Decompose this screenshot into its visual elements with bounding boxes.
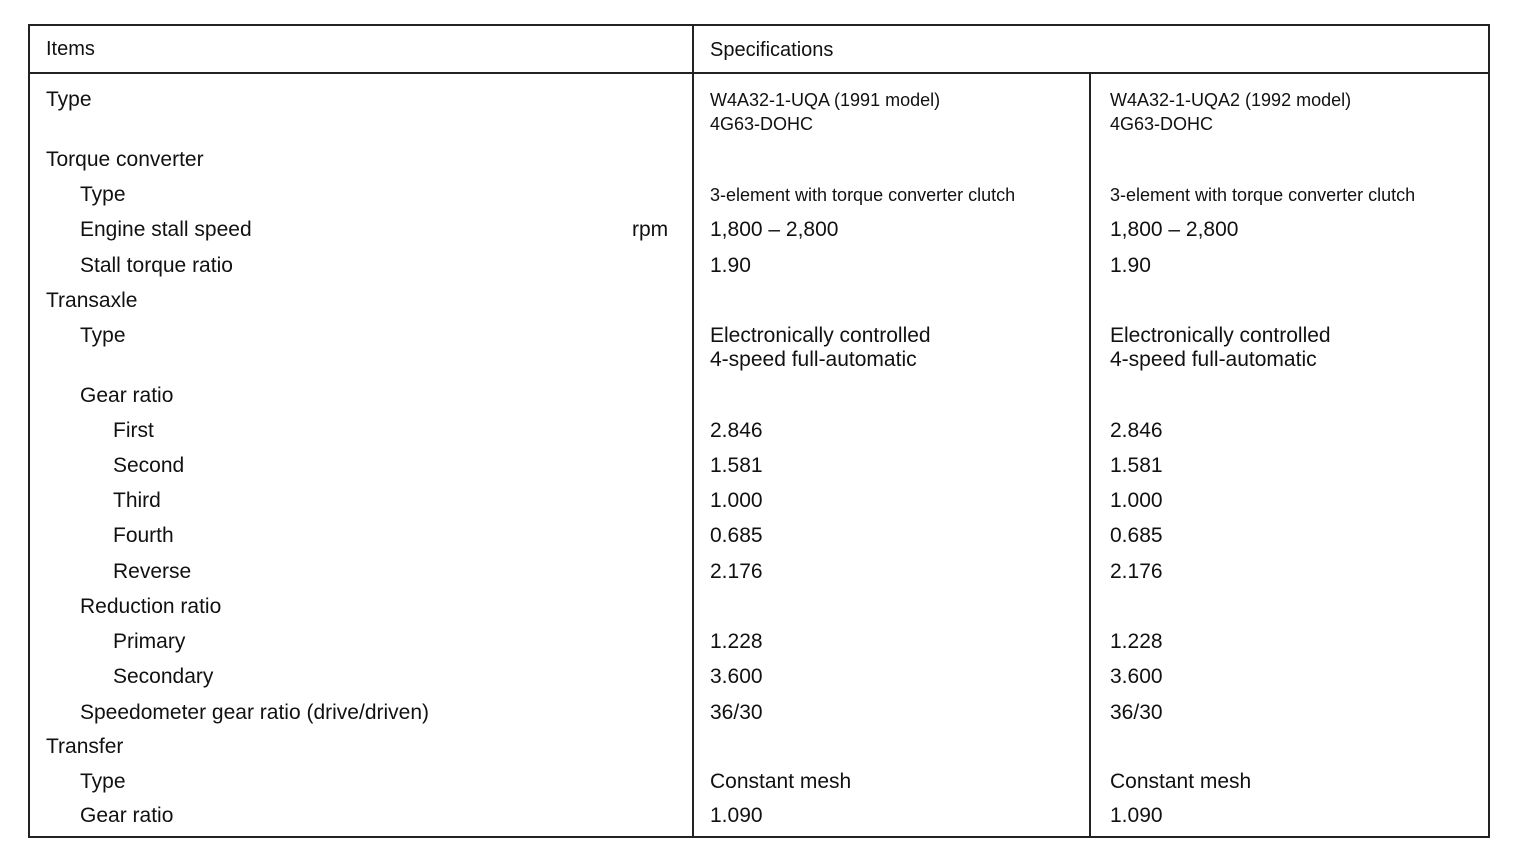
row-label: Type [80, 183, 126, 206]
spec-value-1992: 36/30 [1110, 701, 1163, 724]
row-label: Second [113, 454, 185, 477]
spec-value-1992: Electronically controlled 4-speed full-automatic [1110, 324, 1331, 371]
spec-value-1992: 1.581 [1110, 454, 1163, 477]
spec-value-1991: 36/30 [710, 701, 763, 724]
spec-value-1991: 1.000 [710, 489, 763, 512]
spec-value-1991: Electronically controlled 4-speed full-automatic [710, 324, 931, 371]
spec-value-1992: 1.000 [1110, 489, 1163, 512]
spec-value-1992: 1.228 [1110, 630, 1163, 653]
row-label: Type [80, 324, 126, 347]
row-label: Type [46, 88, 92, 111]
spec-value-1991: Constant mesh [710, 770, 852, 793]
row-label: Gear ratio [80, 804, 174, 827]
row-label: Secondary [113, 665, 214, 688]
spec-value-1991: 0.685 [710, 524, 763, 547]
spec-value-1992: 2.846 [1110, 419, 1163, 442]
spec-value-1991: 1.228 [710, 630, 763, 653]
header-specifications: Specifications [710, 39, 834, 61]
spec-value-1992: 2.176 [1110, 560, 1163, 583]
row-label: Engine stall speed [80, 218, 252, 241]
spec-value-1991: 1.090 [710, 804, 763, 827]
specifications-table [28, 24, 1490, 838]
spec-value-1992: 3-element with torque converter clutch [1110, 185, 1416, 205]
row-label: Third [113, 489, 161, 512]
spec-value-1992: Constant mesh [1110, 770, 1252, 793]
row-label: Torque converter [46, 148, 204, 171]
row-label: Speedometer gear ratio (drive/driven) [80, 701, 430, 724]
row-label: Transaxle [46, 289, 138, 312]
row-unit: rpm [632, 218, 669, 241]
column-divider-models [1089, 74, 1091, 836]
row-label: First [113, 419, 154, 442]
spec-value-1991: 1.581 [710, 454, 763, 477]
row-label: Primary [113, 630, 186, 653]
spec-value-1991: 2.176 [710, 560, 763, 583]
spec-value-1992: 1.090 [1110, 804, 1163, 827]
column-divider-items-specs [692, 26, 694, 836]
spec-value-1991: 1.90 [710, 254, 751, 277]
header-items: Items [46, 38, 95, 60]
row-label: Reverse [113, 560, 192, 583]
spec-value-1992: W4A32-1-UQA2 (1992 model) 4G63-DOHC [1110, 90, 1352, 134]
spec-value-1991: 3-element with torque converter clutch [710, 185, 1016, 205]
spec-value-1992: 1,800 – 2,800 [1110, 218, 1239, 241]
spec-value-1992: 0.685 [1110, 524, 1163, 547]
row-label: Transfer [46, 735, 124, 758]
row-label: Fourth [113, 524, 174, 547]
spec-value-1992: 3.600 [1110, 665, 1163, 688]
row-label: Gear ratio [80, 384, 174, 407]
spec-value-1992: 1.90 [1110, 254, 1151, 277]
spec-value-1991: 1,800 – 2,800 [710, 218, 839, 241]
row-label: Stall torque ratio [80, 254, 233, 277]
spec-value-1991: W4A32-1-UQA (1991 model) 4G63-DOHC [710, 90, 941, 134]
spec-value-1991: 3.600 [710, 665, 763, 688]
row-label: Type [80, 770, 126, 793]
spec-value-1991: 2.846 [710, 419, 763, 442]
header-divider [30, 72, 1488, 74]
row-label: Reduction ratio [80, 595, 222, 618]
